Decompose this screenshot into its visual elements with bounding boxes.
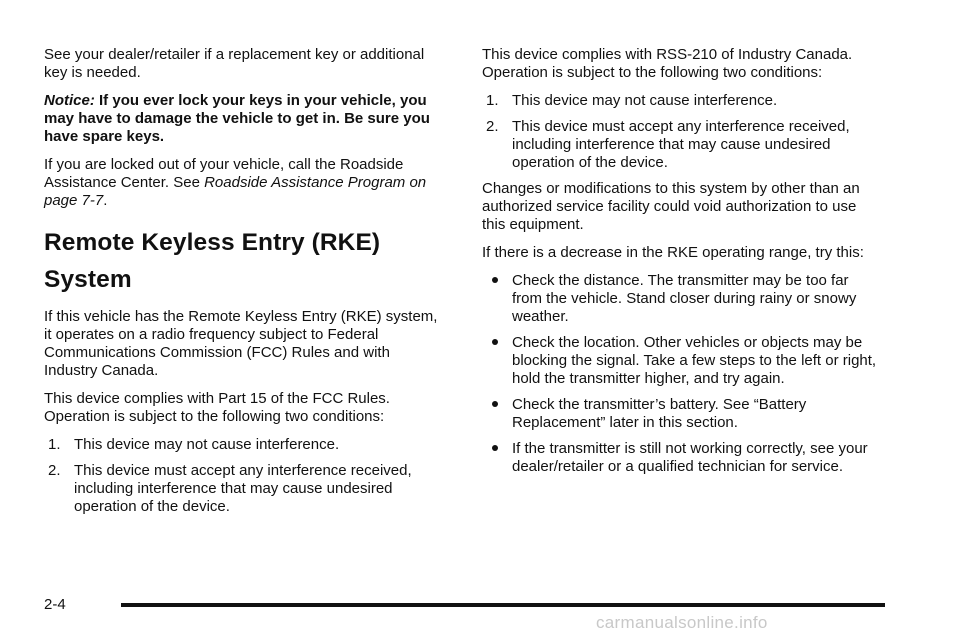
list-item: [482, 118, 882, 172]
page-number: 2-4: [44, 596, 66, 613]
notice-text: If you ever lock your keys in your vehicle, you may have to damage the vehicle to get in. Be sure you have spare keys.: [44, 92, 430, 145]
list-item: [482, 92, 882, 110]
rke-heading: Remote Keyless Entry (RKE) System: [44, 229, 381, 293]
locked-out-text: If you are locked out of your vehicle, call the Roadside Assistance Center. See: [44, 156, 404, 191]
right-column: [482, 46, 882, 484]
locked-out-end: .: [103, 192, 108, 209]
notice-label: Notice:: [44, 92, 95, 109]
bullet-icon: [492, 339, 498, 345]
list-text: This device must accept any interference received, including interference that may cause undesired operation of the device.: [512, 118, 850, 171]
list-item: [482, 334, 882, 388]
list-number: 2.: [48, 462, 61, 479]
bullet-icon: [492, 277, 498, 283]
left-column: [44, 46, 444, 524]
list-number: 2.: [486, 118, 499, 135]
watermark: carmanualsonline.info: [596, 613, 768, 632]
list-text: Check the distance. The transmitter may be too far from the vehicle. Stand closer during rainy or snowy weather.: [512, 272, 857, 325]
list-item: [482, 272, 882, 326]
range-paragraph: If there is a decrease in the RKE operating range, try this:: [482, 244, 864, 261]
fcc-paragraph: This device complies with Part 15 of the FCC Rules. Operation is subject to the following two conditions:: [44, 390, 390, 425]
list-item: [482, 396, 882, 432]
list-text: This device must accept any interference received, including interference that may cause undesired operation of the device.: [74, 462, 412, 515]
bullet-icon: [492, 445, 498, 451]
list-text: This device may not cause interference.: [74, 436, 340, 453]
troubleshooting-list: [482, 272, 882, 476]
list-text: Check the location. Other vehicles or objects may be blocking the signal. Take a few steps to the left or right, hold the transmitter higher, and try again.: [512, 334, 877, 387]
list-item: [482, 440, 882, 476]
rss-paragraph: This device complies with RSS-210 of Industry Canada. Operation is subject to the following two conditions:: [482, 46, 853, 81]
footer-rule: [121, 603, 885, 607]
list-text: This device may not cause interference.: [512, 92, 778, 109]
roadside-assistance-link[interactable]: Roadside Assistance Program on page 7-7: [44, 174, 427, 209]
rke-intro-paragraph: If this vehicle has the Remote Keyless Entry (RKE) system, it operates on a radio frequency subject to Federal Communications Commission (FCC) Rules and with Industry Canada.: [44, 308, 438, 379]
dealer-key-paragraph: See your dealer/retailer if a replacement key or additional key is needed.: [44, 46, 425, 81]
rss-conditions-list: [482, 92, 882, 172]
list-item: [44, 462, 444, 516]
list-text: If the transmitter is still not working correctly, see your dealer/retailer or a qualified technician for service.: [512, 440, 868, 475]
modifications-paragraph: Changes or modifications to this system by other than an authorized service facility could void authorization to use this equipment.: [482, 180, 860, 233]
locked-out-paragraph: [44, 156, 444, 210]
bullet-icon: [492, 401, 498, 407]
list-number: 1.: [48, 436, 61, 453]
list-item: [44, 436, 444, 454]
list-text: Check the transmitter’s battery. See “Battery Replacement” later in this section.: [512, 396, 807, 431]
fcc-conditions-list: [44, 436, 444, 516]
notice-paragraph: [44, 92, 444, 146]
list-number: 1.: [486, 92, 499, 109]
